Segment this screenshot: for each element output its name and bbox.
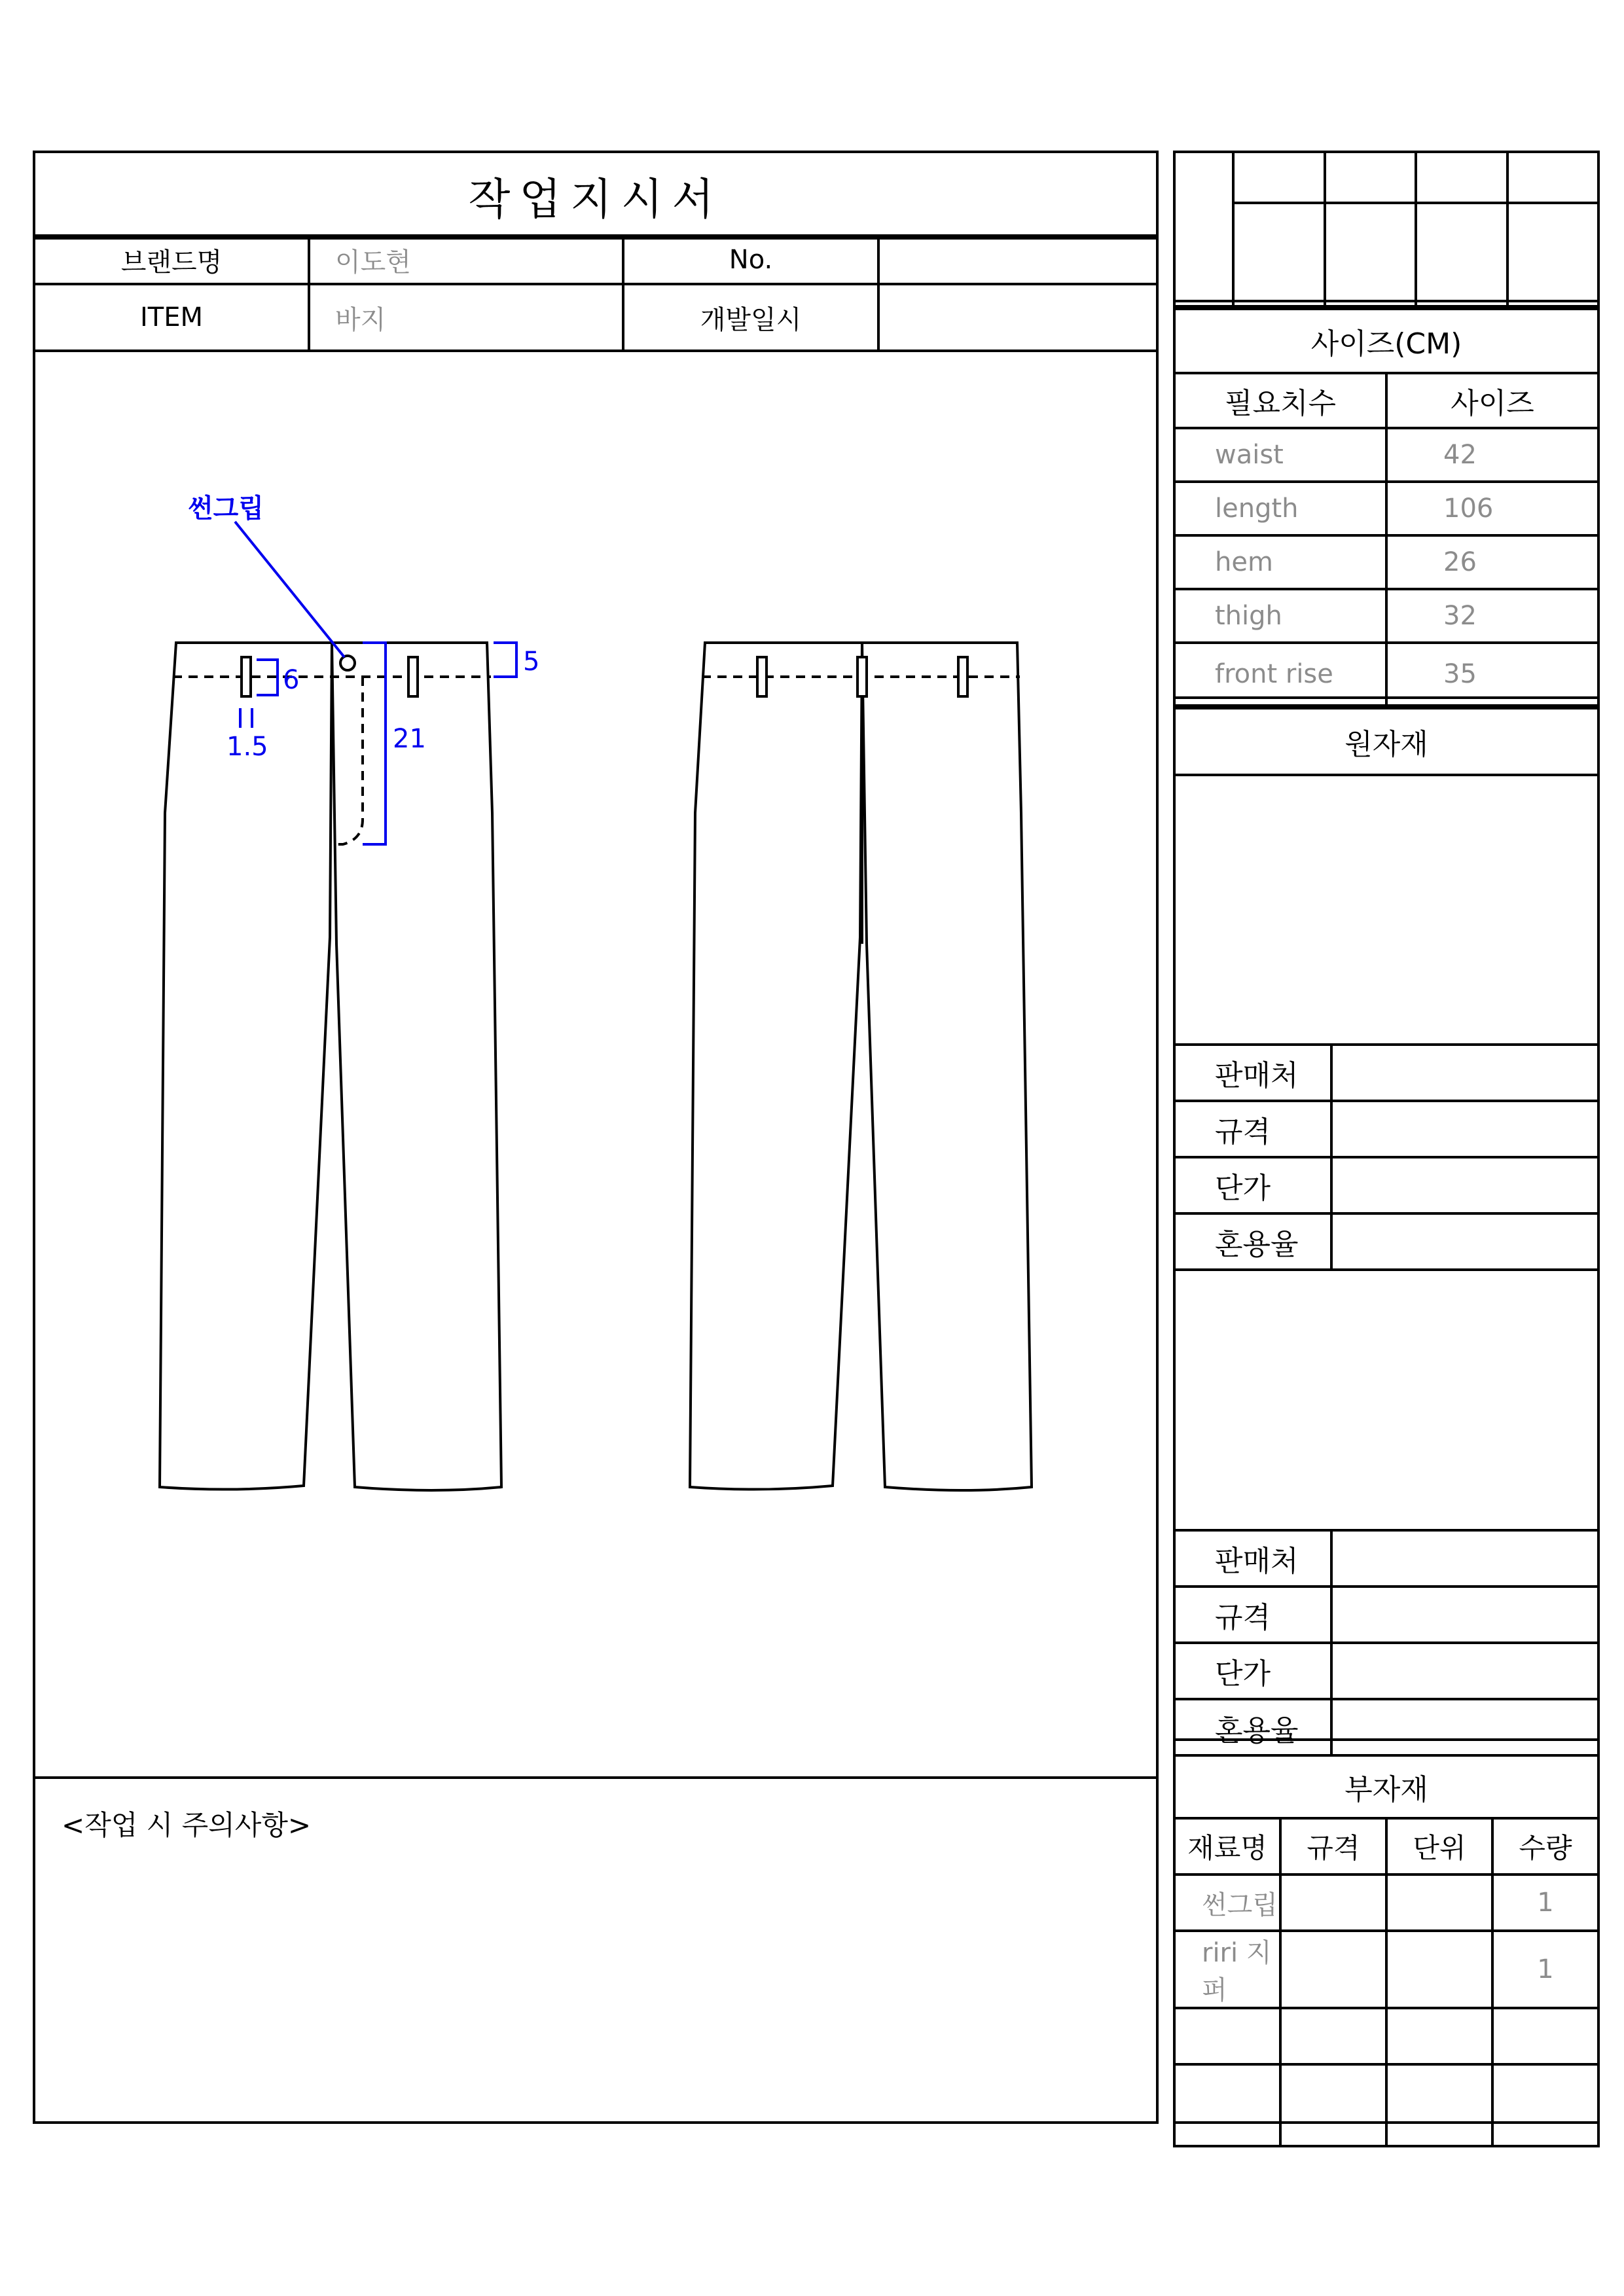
notes-title: <작업 시 주의사항> [62, 1809, 312, 1841]
back-belt-loop-right [958, 657, 967, 696]
sub-row-qty[interactable]: 1 [1492, 1874, 1598, 1931]
sub-material-title: 부자재 [1174, 1755, 1598, 1818]
sub-row-unit[interactable] [1386, 1931, 1492, 2008]
pants-back-view [690, 643, 1032, 1490]
sub-row-spec[interactable] [1280, 2008, 1386, 2064]
approval-cell[interactable] [1325, 203, 1416, 306]
no-label: No. [623, 236, 878, 284]
loop-width-mark [240, 708, 252, 728]
raw-material-section [1173, 707, 1600, 1748]
form-title: 작업지시서 [35, 153, 1156, 240]
back-belt-loop-center [857, 657, 867, 696]
measure-value[interactable]: 35 [1386, 643, 1598, 706]
front-left-leg-outline [160, 643, 332, 1490]
approval-cell[interactable] [1233, 152, 1325, 203]
sub-row-spec[interactable] [1280, 2064, 1386, 2146]
pants-flat-sketch [35, 355, 1156, 1768]
raw-material-spec-1 [1173, 1043, 1600, 1271]
sub-material-table [1173, 1754, 1600, 2147]
approval-cell[interactable] [1507, 152, 1599, 203]
raw-material-spec-2 [1173, 1529, 1600, 1755]
no-value[interactable] [878, 236, 1157, 284]
technical-drawing-area [35, 355, 1156, 1768]
measure-name: waist [1174, 428, 1386, 482]
raw-material-swatch-area-2 [1176, 1270, 1597, 1532]
sub-material-section [1173, 1754, 1600, 2124]
spec-label: 단가 [1174, 1643, 1331, 1699]
spec-value[interactable] [1331, 1101, 1598, 1157]
sub-row-name[interactable] [1174, 2008, 1280, 2064]
sub-row-unit[interactable] [1386, 2064, 1492, 2146]
approval-cell[interactable] [1416, 203, 1507, 306]
dev-date-label: 개발일시 [623, 284, 878, 351]
fly-stitch [332, 677, 363, 844]
work-order-form [33, 151, 1159, 2124]
sub-row-name[interactable]: 썬그립 [1174, 1874, 1280, 1931]
brand-value[interactable]: 이도현 [309, 236, 623, 284]
approval-cell[interactable] [1325, 152, 1416, 203]
measure-value[interactable]: 32 [1386, 589, 1598, 643]
front-button [340, 656, 355, 670]
sub-row-name[interactable]: riri 지퍼 [1174, 1931, 1280, 2008]
front-belt-loop-right [408, 657, 418, 696]
spec-value[interactable] [1331, 1643, 1598, 1699]
approval-cell[interactable] [1416, 152, 1507, 203]
size-table [1173, 308, 1600, 707]
sub-header-name: 재료명 [1174, 1818, 1280, 1874]
approval-cell[interactable] [1174, 152, 1233, 306]
fly-length-label: 21 [393, 724, 426, 754]
back-belt-loop-left [757, 657, 767, 696]
loop-height-label: 6 [283, 665, 300, 695]
spec-value[interactable] [1331, 1699, 1598, 1755]
measure-value[interactable]: 106 [1386, 482, 1598, 535]
sub-header-spec: 규격 [1280, 1818, 1386, 1874]
sub-row-spec[interactable] [1280, 1874, 1386, 1931]
spec-label: 판매처 [1174, 1045, 1331, 1101]
sub-row-qty[interactable] [1492, 2064, 1598, 2146]
spec-value[interactable] [1331, 1530, 1598, 1587]
pants-front-view [160, 643, 501, 1490]
sub-row-qty[interactable]: 1 [1492, 1931, 1598, 2008]
sub-header-qty: 수량 [1492, 1818, 1598, 1874]
sub-row-unit[interactable] [1386, 2008, 1492, 2064]
raw-material-swatch-area-1 [1176, 776, 1597, 1045]
brand-label: 브랜드명 [34, 236, 309, 284]
spec-label: 혼용율 [1174, 1699, 1331, 1755]
callout-leader-line [235, 522, 344, 657]
spec-value[interactable] [1331, 1213, 1598, 1270]
back-left-leg-outline [690, 643, 862, 1490]
spec-label: 규격 [1174, 1587, 1331, 1643]
measure-column-header: 필요치수 [1174, 373, 1386, 428]
sub-row-name[interactable] [1174, 2064, 1280, 2146]
item-value[interactable]: 바지 [309, 284, 623, 351]
measure-value[interactable]: 26 [1386, 535, 1598, 589]
sub-row-unit[interactable] [1386, 1874, 1492, 1931]
approval-cell[interactable] [1233, 203, 1325, 306]
measurement-annotations [235, 522, 516, 844]
size-spec-table [1173, 308, 1600, 699]
sub-row-qty[interactable] [1492, 2008, 1598, 2064]
spec-value[interactable] [1331, 1587, 1598, 1643]
spec-label: 판매처 [1174, 1530, 1331, 1587]
front-belt-loop-left [242, 657, 251, 696]
spec-label: 규격 [1174, 1101, 1331, 1157]
spec-label: 단가 [1174, 1157, 1331, 1213]
measure-value[interactable]: 42 [1386, 428, 1598, 482]
measure-name: hem [1174, 535, 1386, 589]
measure-name: front rise [1174, 643, 1386, 706]
waistband-height-bracket [494, 643, 516, 677]
measure-name: length [1174, 482, 1386, 535]
sub-header-unit: 단위 [1386, 1818, 1492, 1874]
spec-value[interactable] [1331, 1157, 1598, 1213]
callout-label: 썬그립 [188, 493, 264, 524]
waistband-height-label: 5 [523, 647, 540, 677]
loop-width-label: 1.5 [226, 732, 268, 762]
spec-label: 혼용율 [1174, 1213, 1331, 1270]
front-right-leg-outline [332, 643, 501, 1490]
approval-cell[interactable] [1507, 203, 1599, 306]
work-notes-section [35, 1776, 1156, 2124]
measure-name: thigh [1174, 589, 1386, 643]
size-table-title: 사이즈(CM) [1174, 309, 1598, 373]
size-column-header: 사이즈 [1386, 373, 1598, 428]
back-right-leg-outline [862, 643, 1032, 1490]
approval-table [1173, 151, 1600, 308]
approval-grid [1173, 151, 1600, 302]
sub-row-spec[interactable] [1280, 1931, 1386, 2008]
dev-date-value[interactable] [878, 284, 1157, 351]
info-table [33, 234, 1159, 352]
raw-material-title: 원자재 [1176, 709, 1597, 776]
fly-length-bracket [363, 643, 386, 844]
item-label: ITEM [34, 284, 309, 351]
spec-value[interactable] [1331, 1045, 1598, 1101]
